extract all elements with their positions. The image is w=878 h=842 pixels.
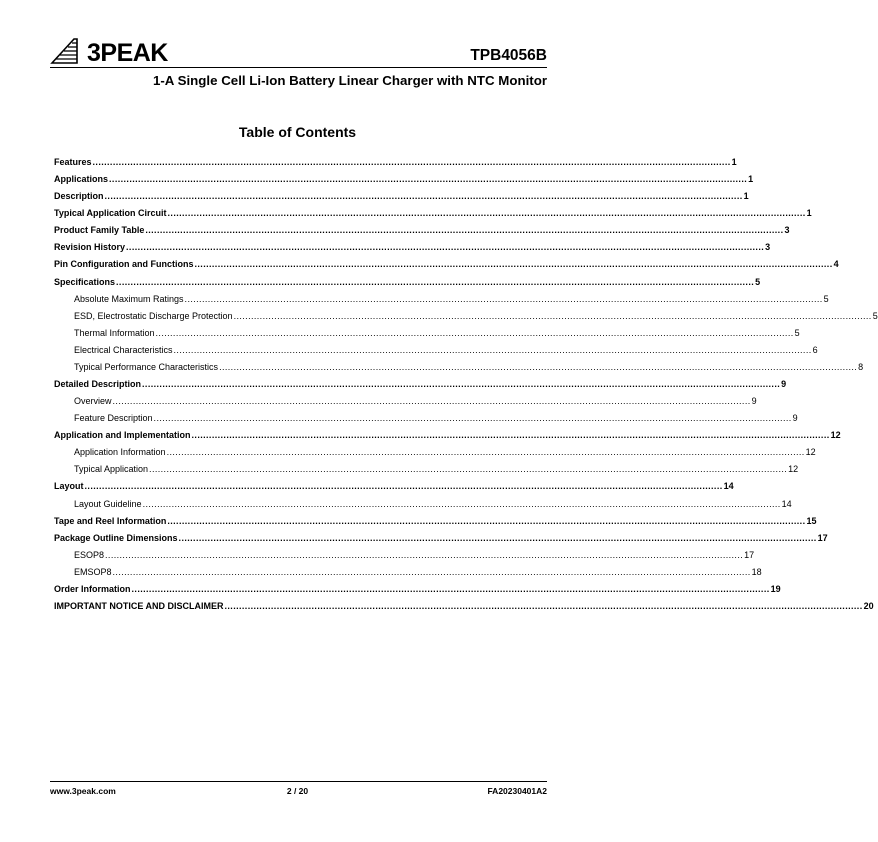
toc-entry-page: 17 (744, 549, 755, 560)
toc-entry-label: Typical Application Circuit (54, 208, 167, 219)
toc-entry-page: 20 (863, 601, 874, 612)
toc-entry-page: 15 (806, 515, 817, 526)
toc-entry-label: Feature Description (74, 413, 153, 424)
header-divider (50, 67, 547, 68)
toc-dot-leader: ............................................................................................................................................................................................................................ (109, 174, 748, 185)
toc-entry-label: Product Family Table (54, 225, 145, 236)
toc-entry-label: ESOP8 (74, 549, 105, 560)
toc-dot-leader: ............................................................................................................................................................................................................................ (112, 566, 751, 577)
toc-dot-leader: ............................................................................................................................................................................................................................ (191, 430, 830, 441)
toc-entry[interactable] (54, 547, 755, 564)
toc-entry-label: Tape and Reel Information (54, 515, 167, 526)
toc-entry-page: 3 (784, 225, 790, 236)
toc-entry-page: 5 (872, 310, 878, 321)
toc-dot-leader: ............................................................................................................................................................................................................................ (149, 464, 788, 475)
toc-entry-page: 18 (751, 566, 762, 577)
toc-entry-label: Features (54, 157, 92, 167)
toc-dot-leader: ............................................................................................................................................................................................................................ (155, 327, 794, 338)
toc-entry[interactable] (54, 308, 878, 325)
toc-dot-leader: ............................................................................................................................................................................................................................ (112, 396, 751, 407)
toc-title: Table of Contents (238, 124, 357, 140)
logo-wordmark: 3PEAK (87, 39, 168, 67)
toc-entry-label: ESD, Electrostatic Discharge Protection (74, 310, 233, 321)
toc-entry-label: Overview (74, 396, 112, 407)
toc-entry-label: Application Information (74, 447, 166, 458)
toc-entry[interactable] (54, 205, 812, 222)
toc-entry-label: Revision History (54, 242, 126, 253)
toc-dot-leader: ............................................................................................................................................................................................................................ (105, 549, 744, 560)
toc-entry[interactable] (54, 325, 800, 342)
toc-entry-label: Package Outline Dimensions (54, 532, 178, 543)
table-of-contents (54, 154, 878, 615)
company-logo (50, 37, 190, 67)
toc-entry[interactable] (54, 564, 762, 581)
toc-entry-page: 9 (751, 396, 757, 407)
toc-entry[interactable] (54, 581, 781, 598)
toc-entry-page: 14 (723, 481, 734, 492)
toc-entry-page: 14 (781, 498, 792, 509)
peak-logo-icon (50, 37, 86, 65)
toc-dot-leader: ............................................................................................................................................................................................................................ (84, 481, 723, 492)
toc-entry-label: Order Information (54, 583, 131, 594)
toc-dot-leader: ............................................................................................................................................................................................................................ (173, 344, 812, 355)
toc-entry[interactable] (54, 478, 734, 495)
toc-dot-leader: ............................................................................................................................................................................................................................ (224, 601, 863, 612)
part-number: TPB4056B (470, 47, 547, 64)
toc-entry-label: Typical Application (74, 464, 149, 475)
toc-entry[interactable] (54, 496, 792, 513)
footer-website-link[interactable]: www.3peak.com (50, 786, 116, 796)
toc-dot-leader: ............................................................................................................................................................................................................................ (233, 310, 872, 321)
toc-entry[interactable] (54, 376, 787, 393)
toc-entry-label: Layout Guideline (74, 498, 142, 509)
toc-dot-leader: ............................................................................................................................................................................................................................ (194, 259, 833, 270)
toc-entry-label: Applications (54, 174, 109, 185)
toc-entry-label: Detailed Description (54, 379, 142, 390)
toc-dot-leader: ............................................................................................................................................................................................................................ (92, 157, 731, 167)
toc-entry[interactable] (54, 427, 841, 444)
toc-entry[interactable] (54, 513, 817, 530)
toc-entry[interactable] (54, 154, 737, 171)
toc-entry-label: Specifications (54, 276, 116, 287)
toc-entry[interactable] (54, 530, 828, 547)
toc-entry[interactable] (54, 291, 829, 308)
toc-entry-page: 1 (806, 208, 812, 219)
toc-entry-page: 8 (858, 361, 864, 372)
toc-dot-leader: ............................................................................................................................................................................................................................ (184, 293, 823, 304)
toc-entry-label: Electrical Characteristics (74, 344, 173, 355)
toc-dot-leader: ............................................................................................................................................................................................................................ (142, 498, 781, 509)
footer-divider (50, 781, 547, 782)
toc-entry[interactable] (54, 171, 754, 188)
toc-entry[interactable] (54, 461, 799, 478)
toc-entry-label: Pin Configuration and Functions (54, 259, 194, 270)
toc-dot-leader: ............................................................................................................................................................................................................................ (131, 583, 770, 594)
toc-entry[interactable] (54, 342, 818, 359)
toc-entry[interactable] (54, 256, 839, 273)
footer-document-code: FA20230401A2 (487, 786, 547, 796)
toc-entry-page: 1 (731, 157, 737, 167)
toc-entry-page: 12 (788, 464, 799, 475)
toc-dot-leader: ............................................................................................................................................................................................................................ (153, 413, 792, 424)
toc-entry-page: 9 (781, 379, 787, 390)
toc-entry-page: 6 (812, 344, 818, 355)
toc-entry[interactable] (54, 410, 798, 427)
toc-dot-leader: ............................................................................................................................................................................................................................ (116, 276, 755, 287)
toc-entry[interactable] (54, 188, 749, 205)
toc-entry-label: EMSOP8 (74, 566, 112, 577)
toc-dot-leader: ............................................................................................................................................................................................................................ (219, 361, 858, 372)
toc-entry[interactable] (54, 393, 757, 410)
document-subtitle: 1-A Single Cell Li-Ion Battery Linear Charger with NTC Monitor (152, 73, 547, 88)
toc-entry-page: 5 (794, 327, 800, 338)
toc-entry-page: 12 (830, 430, 841, 441)
toc-entry-page: 5 (755, 276, 761, 287)
toc-dot-leader: ............................................................................................................................................................................................................................ (142, 379, 781, 390)
toc-entry-page: 4 (833, 259, 839, 270)
toc-entry-label: Absolute Maximum Ratings (74, 293, 184, 304)
toc-entry-page: 1 (748, 174, 754, 185)
toc-entry-page: 19 (770, 583, 781, 594)
toc-entry-page: 17 (817, 532, 828, 543)
toc-entry[interactable] (54, 444, 816, 461)
toc-dot-leader: ............................................................................................................................................................................................................................ (167, 515, 806, 526)
toc-entry-label: IMPORTANT NOTICE AND DISCLAIMER (54, 601, 224, 612)
toc-entry-label: Layout (54, 481, 84, 492)
toc-entry[interactable] (54, 239, 771, 256)
toc-dot-leader: ............................................................................................................................................................................................................................ (167, 208, 806, 219)
toc-entry-page: 12 (805, 447, 816, 458)
toc-entry-page: 5 (823, 293, 829, 304)
toc-dot-leader: ............................................................................................................................................................................................................................ (104, 191, 743, 202)
toc-entry[interactable] (54, 222, 790, 239)
toc-entry[interactable] (54, 274, 761, 291)
toc-dot-leader: ............................................................................................................................................................................................................................ (166, 447, 805, 458)
toc-entry[interactable] (54, 359, 864, 376)
toc-entry[interactable] (54, 598, 874, 615)
toc-entry-page: 3 (765, 242, 771, 253)
toc-dot-leader: ............................................................................................................................................................................................................................ (126, 242, 765, 253)
toc-entry-label: Typical Performance Characteristics (74, 361, 219, 372)
toc-entry-page: 9 (792, 413, 798, 424)
toc-dot-leader: ............................................................................................................................................................................................................................ (178, 532, 817, 543)
toc-entry-page: 1 (743, 191, 749, 202)
toc-entry-label: Thermal Information (74, 327, 155, 338)
footer-page-indicator: 2 / 20 (286, 786, 309, 796)
toc-dot-leader: ............................................................................................................................................................................................................................ (145, 225, 784, 236)
toc-entry-label: Description (54, 191, 104, 202)
toc-entry-label: Application and Implementation (54, 430, 191, 441)
